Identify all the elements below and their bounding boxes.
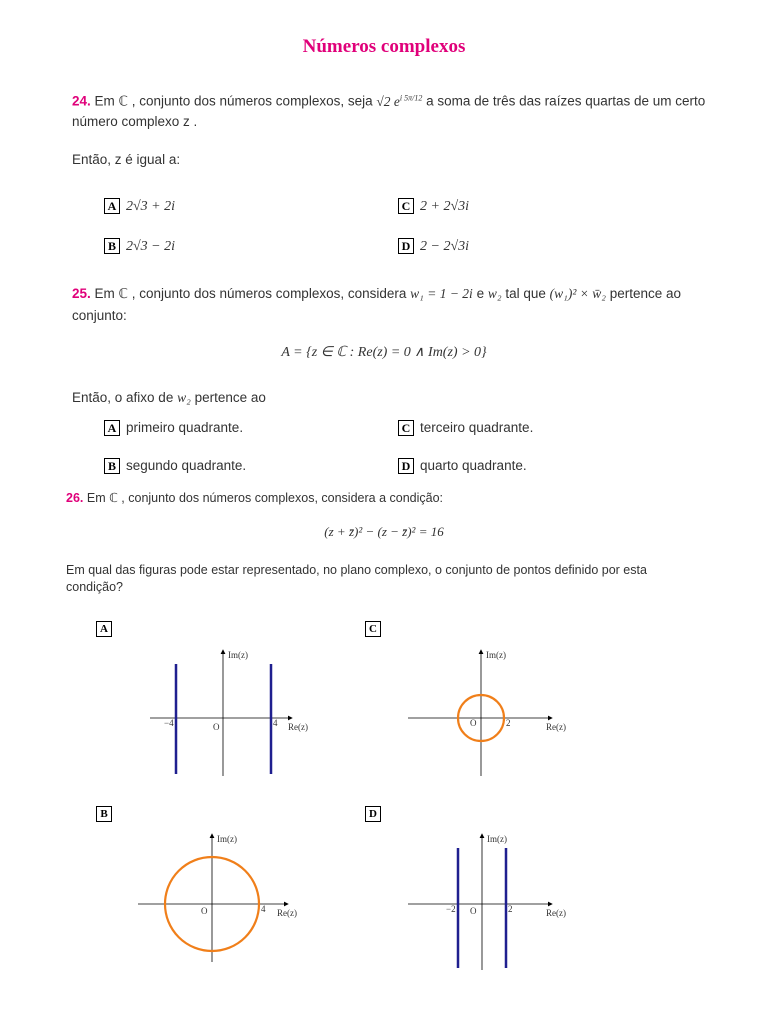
figure-d-plot bbox=[400, 830, 590, 975]
q25-text-a: Em ℂ , conjunto dos números complexos, considera bbox=[94, 286, 407, 301]
q25-option-b[interactable]: B segundo quadrante. bbox=[104, 456, 246, 476]
figure-b-plot bbox=[130, 830, 320, 965]
im-axis-label: Im(z) bbox=[217, 834, 237, 844]
option-letter-box: D bbox=[398, 238, 414, 254]
im-axis-label: Im(z) bbox=[228, 650, 248, 660]
tick-label: 4 bbox=[261, 904, 266, 914]
re-axis-label: Re(z) bbox=[546, 908, 566, 918]
q25-number: 25. bbox=[72, 286, 91, 301]
q25-option-a[interactable]: A primeiro quadrante. bbox=[104, 418, 243, 438]
figure-c-option[interactable] bbox=[365, 621, 381, 637]
q25-w1: w₁ = 1 − 2i bbox=[410, 286, 473, 301]
tick-label: 2 bbox=[506, 718, 511, 728]
option-letter-box: C bbox=[365, 621, 381, 637]
q26-condition: (z + z̄)² − (z − z̄)² = 16 bbox=[324, 524, 444, 539]
q24-option-a[interactable]: A 2√3 + 2i bbox=[104, 196, 175, 216]
tick-label: −4 bbox=[164, 718, 174, 728]
q24-prompt: Então, z é igual a: bbox=[72, 152, 181, 167]
option-letter-box: C bbox=[398, 198, 414, 214]
re-axis-label: Re(z) bbox=[546, 722, 566, 732]
q25-w2: w₂ bbox=[487, 286, 502, 301]
figure-c-plot bbox=[400, 646, 590, 781]
tick-label: 4 bbox=[273, 718, 278, 728]
option-letter-box: D bbox=[398, 458, 414, 474]
q24-text-b: a soma de três das raízes quartas de um certo bbox=[426, 93, 706, 109]
origin-label: O bbox=[470, 718, 477, 728]
page-title: Números complexos bbox=[302, 36, 466, 57]
option-letter-box: D bbox=[365, 806, 381, 822]
origin-label: O bbox=[201, 906, 208, 916]
q25-option-c[interactable]: C terceiro quadrante. bbox=[398, 418, 533, 438]
figure-a-option[interactable] bbox=[96, 621, 112, 637]
figure-b-option[interactable] bbox=[96, 806, 112, 822]
q24-option-b[interactable]: B 2√3 − 2i bbox=[104, 236, 175, 256]
option-letter-box: A bbox=[104, 420, 120, 436]
re-axis-label: Re(z) bbox=[288, 722, 308, 732]
q25-option-d[interactable]: D quarto quadrante. bbox=[398, 456, 527, 476]
q24-statement bbox=[72, 88, 712, 112]
option-letter-box: C bbox=[398, 420, 414, 436]
tick-label: −2 bbox=[446, 904, 456, 914]
figure-d-option[interactable] bbox=[365, 806, 381, 822]
im-axis-label: Im(z) bbox=[486, 650, 506, 660]
option-letter-box: B bbox=[104, 238, 120, 254]
q26-statement: 26. Em ℂ , conjunto dos números complexos, considera a condição: bbox=[66, 491, 444, 505]
q26-question-a: Em qual das figuras pode estar representado, no plano complexo, o conjunto de pontos definido por esta bbox=[66, 563, 647, 577]
origin-label: O bbox=[470, 906, 477, 916]
q25-set-definition: A = {z ∈ ℂ : Re(z) = 0 ∧ Im(z) > 0} bbox=[281, 345, 487, 360]
q26-number: 26. bbox=[66, 491, 84, 505]
q24-option-c[interactable]: C 2 + 2√3i bbox=[398, 196, 469, 216]
q24-option-d[interactable]: D 2 − 2√3i bbox=[398, 236, 469, 256]
option-letter-box: A bbox=[96, 621, 112, 637]
q25-prompt: Então, o afixo de w₂ pertence ao bbox=[72, 390, 266, 405]
q24-number: 24. bbox=[72, 93, 91, 109]
tick-label: 2 bbox=[508, 904, 513, 914]
q25-statement: 25. Em ℂ , conjunto dos números complexos, considera w₁ = 1 − 2i e w₂ tal que (w₁)² × w̄₂ pertence ao bbox=[72, 286, 682, 301]
option-letter-box: B bbox=[96, 806, 112, 822]
figure-a-plot bbox=[140, 646, 330, 781]
im-axis-label: Im(z) bbox=[487, 834, 507, 844]
q24-text-a: Em ℂ , conjunto dos números complexos, seja bbox=[94, 93, 373, 109]
q25-expression: (w₁)² × w̄₂ bbox=[549, 286, 606, 301]
re-axis-label: Re(z) bbox=[277, 908, 297, 918]
q24-text-c: número complexo z . bbox=[72, 114, 198, 129]
q25-text-c: conjunto: bbox=[72, 308, 127, 323]
option-letter-box: A bbox=[104, 198, 120, 214]
q26-question-b: condição? bbox=[66, 580, 123, 594]
option-letter-box: B bbox=[104, 458, 120, 474]
q24-expression: √2 $e^{i 5\pi/12}$ bbox=[376, 93, 423, 109]
origin-label: O bbox=[213, 722, 220, 732]
